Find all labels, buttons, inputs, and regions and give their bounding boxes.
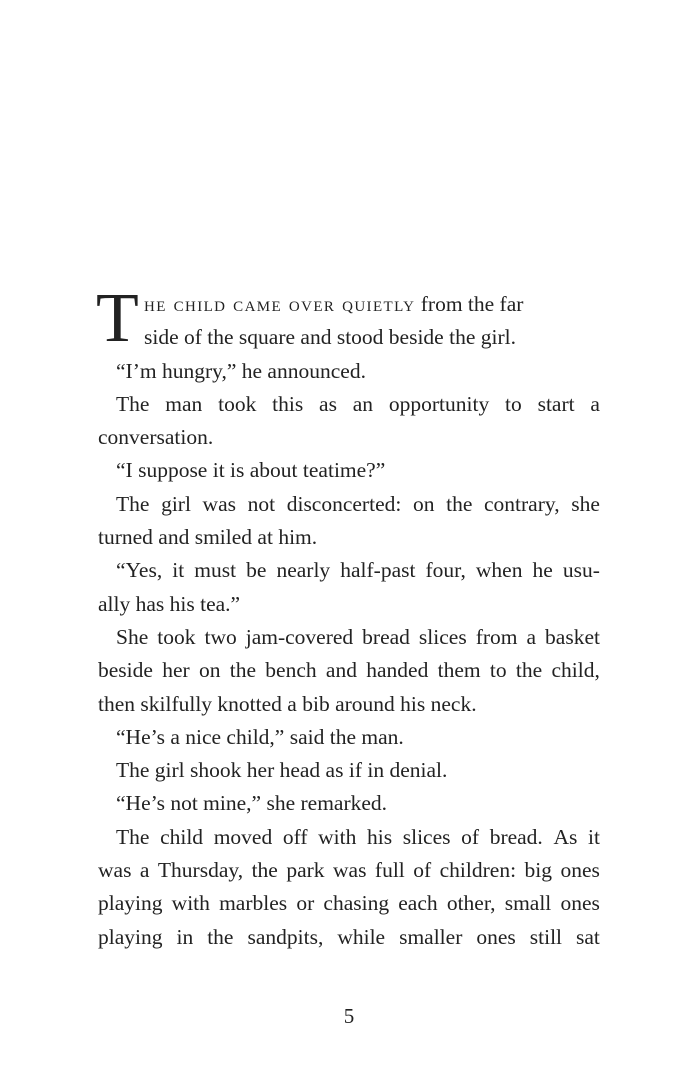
text-line: ally has his tea.” [98,591,241,616]
word: the [229,658,257,683]
word: Thursday, [157,858,244,883]
word: slices [402,824,451,849]
word: the [515,658,543,683]
word: in [176,924,194,949]
word: disconcerted: [286,491,402,516]
word: be [246,558,267,583]
word: marbles [219,891,288,916]
word: an [352,391,374,416]
word: child, [551,658,600,683]
word: he [532,558,553,583]
word: when [475,558,523,583]
word: this [272,391,304,416]
word: ones [560,891,600,916]
word: her [162,658,190,683]
word: the [446,491,473,516]
text-line [98,821,600,854]
text-line [98,921,600,954]
opening-rest: from the far [415,292,524,316]
word: playing [98,891,163,916]
word: nearly [276,558,331,583]
word: As [553,824,578,849]
word: while [337,924,386,949]
word: with [318,824,357,849]
word: She [116,624,149,649]
word: slices [418,624,467,649]
word: a [590,391,600,416]
word: jam-covered [245,624,354,649]
word: moved [213,824,273,849]
word: with [171,891,210,916]
word: two [204,624,237,649]
word: small [504,891,552,916]
word: The [116,824,150,849]
word: or [296,891,315,916]
word: the [207,924,234,949]
word: a [139,858,150,883]
opening-line-1 [98,288,600,321]
word: other, [446,891,496,916]
word: them [437,658,481,683]
text-line: “I suppose it is about teatime?” [116,458,386,483]
text-line [98,488,600,521]
word: children: [439,858,517,883]
word: sat [576,924,600,949]
word: his [367,824,393,849]
word: not [247,491,276,516]
word: girl [161,491,191,516]
word: on [412,491,435,516]
word: of [461,824,480,849]
text-line: then skilfully knotted a bib around his neck. [98,691,477,716]
text-line [98,621,600,654]
word: must [194,558,237,583]
text-lines [98,355,600,954]
opening-paragraph [96,280,600,357]
text-line: “He’s not mine,” she remarked. [116,791,388,816]
word: still [529,924,563,949]
opening-smallcaps: he child came over quietly [144,292,416,316]
word: the [251,858,278,883]
word: playing [98,924,163,949]
text-line: turned and smiled at him. [98,525,318,550]
word: to [489,658,507,683]
word: sandpits, [247,924,324,949]
word: bench [265,658,317,683]
word: contrary, [484,491,560,516]
word: big [524,858,552,883]
word: man [165,391,203,416]
drop-cap: T [96,280,139,357]
word: handed [366,658,429,683]
word: The [116,491,150,516]
word: it [172,558,185,583]
opening-line-2: side of the square and stood beside the girl. [144,325,516,350]
word: each [398,891,438,916]
text-line: “I’m hungry,” he announced. [116,358,366,383]
text-line [98,388,600,421]
text-line [98,554,600,587]
text-line [98,887,600,920]
text-line: “He’s a nice child,” said the man. [116,724,404,749]
word: was [98,858,132,883]
word: bread. [489,824,543,849]
page-number: 5 [343,1004,355,1028]
word: was [202,491,236,516]
word: off [282,824,308,849]
word: of [413,858,432,883]
word: “Yes, [116,558,163,583]
text-line: conversation. [98,425,214,450]
word: start [537,391,575,416]
word: child [160,824,204,849]
word: basket [545,624,600,649]
word: The [116,391,150,416]
word: usu- [562,558,600,583]
word: a [526,624,537,649]
word: beside [98,658,153,683]
word: to [505,391,522,416]
word: it [587,824,600,849]
text-line [98,654,600,687]
word: ones [560,858,600,883]
word: took [218,391,257,416]
word: was [333,858,367,883]
word: smaller [399,924,463,949]
word: full [374,858,405,883]
word: ones [476,924,516,949]
word: four, [425,558,466,583]
text-line: The girl shook her head as if in denial. [116,758,448,783]
word: bread [362,624,410,649]
word: and [325,658,357,683]
text-line [98,854,600,887]
word: on [198,658,221,683]
word: chasing [323,891,390,916]
word: she [571,491,600,516]
word: took [157,624,196,649]
body-text [96,280,600,954]
word: park [286,858,325,883]
word: from [475,624,518,649]
word: half-past [340,558,416,583]
word: as [319,391,337,416]
word: opportunity [388,391,490,416]
